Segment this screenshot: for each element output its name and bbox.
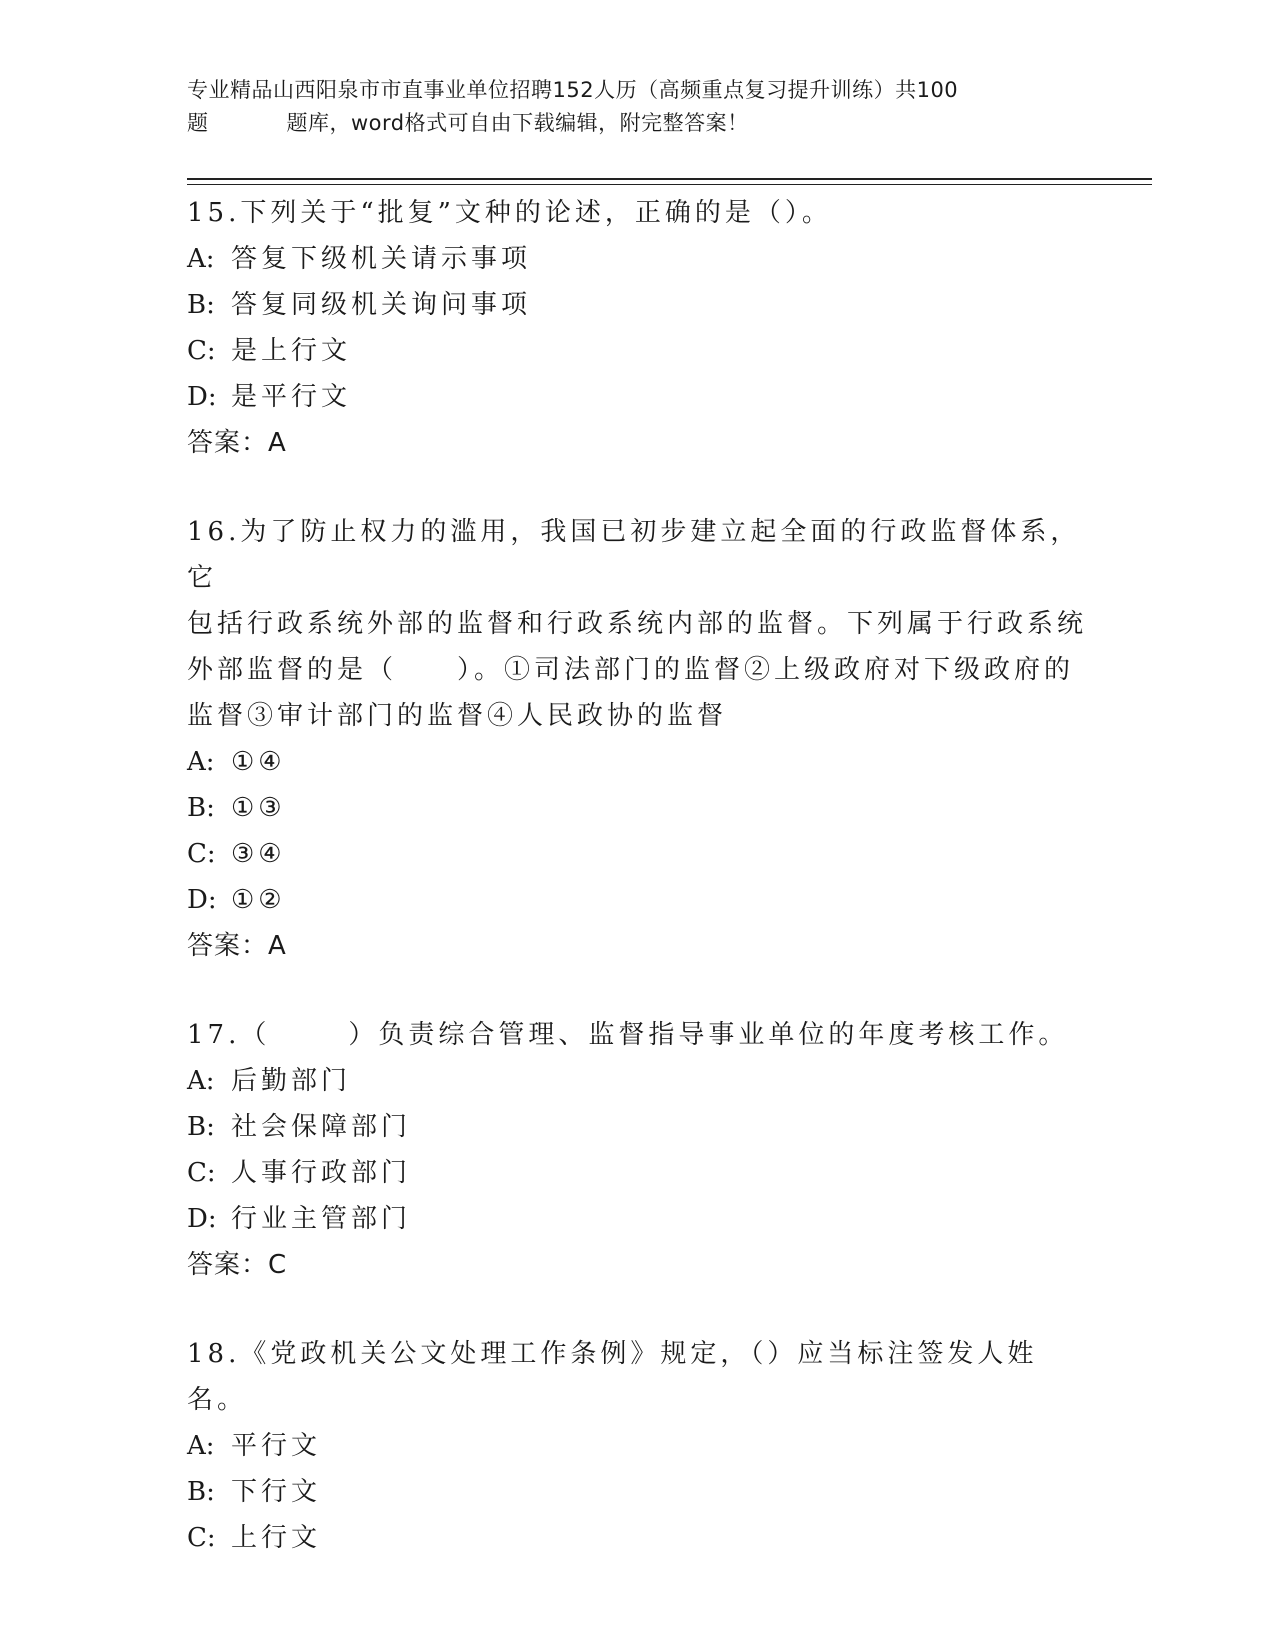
option-a: [187, 236, 1087, 282]
option-b: [187, 785, 1087, 831]
option-letter: A:: [187, 244, 215, 274]
option-letter: D:: [187, 1204, 217, 1234]
option-text: ①②: [231, 885, 286, 915]
question-17: [187, 1012, 1087, 1288]
question-15: [187, 190, 1087, 466]
option-c: [187, 328, 1087, 374]
answer-label: 答案：A: [187, 428, 287, 458]
option-c: [187, 1515, 1087, 1561]
option-c: [187, 1150, 1087, 1196]
option-letter: B:: [187, 1477, 215, 1507]
question-stem-line: 外部监督的是（ ）。①司法部门的监督②上级政府对下级政府的: [187, 655, 1075, 685]
question-stem: [187, 1012, 1087, 1058]
header-line-2-start: 题: [187, 111, 209, 135]
option-letter: B:: [187, 1112, 215, 1142]
option-letter: D:: [187, 885, 217, 915]
option-a: [187, 739, 1087, 785]
option-text: 下行文: [231, 1477, 322, 1507]
question-list: [187, 190, 1087, 1604]
option-text: 社会保障部门: [231, 1112, 412, 1142]
header-divider-thin: [187, 184, 1152, 185]
question-18: [187, 1331, 1087, 1561]
option-letter: C:: [187, 839, 216, 869]
option-letter: A:: [187, 1066, 215, 1096]
option-d: [187, 1196, 1087, 1242]
document-header: [187, 74, 1087, 140]
option-a: [187, 1423, 1087, 1469]
option-letter: A:: [187, 1431, 215, 1461]
header-line-1: 专业精品山西阳泉市市直事业单位招聘152人历（高频重点复习提升训练）共100: [187, 78, 959, 102]
option-text: 答复同级机关询问事项: [231, 290, 532, 320]
header-line-2: [187, 107, 1087, 140]
option-letter: C:: [187, 336, 216, 366]
option-text: 行业主管部门: [231, 1204, 412, 1234]
option-d: [187, 877, 1087, 923]
option-text: ③④: [231, 839, 286, 869]
answer-label: 答案：A: [187, 931, 287, 961]
option-b: [187, 282, 1087, 328]
answer-label: 答案：C: [187, 1250, 288, 1280]
option-b: [187, 1469, 1087, 1515]
option-d: [187, 374, 1087, 420]
option-text: 是上行文: [231, 336, 352, 366]
question-stem-suffix: ）负责综合管理、监督指导事业单位的年度考核工作。: [348, 1020, 1069, 1050]
option-letter: B:: [187, 793, 215, 823]
option-letter: C:: [187, 1523, 216, 1553]
option-text: 上行文: [231, 1523, 322, 1553]
option-letter: A:: [187, 747, 215, 777]
option-text: 人事行政部门: [231, 1158, 412, 1188]
option-text: ①④: [231, 747, 286, 777]
option-text: 是平行文: [231, 382, 352, 412]
option-text: 答复下级机关请示事项: [231, 244, 532, 274]
option-b: [187, 1104, 1087, 1150]
question-16: [187, 509, 1087, 969]
question-stem-line: 包括行政系统外部的监督和行政系统内部的监督。下列属于行政系统: [187, 609, 1088, 639]
question-stem-line: 16.为了防止权力的滥用，我国已初步建立起全面的行政监督体系，它: [187, 517, 1081, 593]
option-text: 平行文: [231, 1431, 322, 1461]
option-text: ①③: [231, 793, 286, 823]
header-divider-thick: [187, 178, 1152, 180]
option-letter: B:: [187, 290, 215, 320]
option-c: [187, 831, 1087, 877]
question-stem: 18.《党政机关公文处理工作条例》规定，（）应当标注签发人姓名。: [187, 1339, 1038, 1415]
question-stem: 15.下列关于“批复”文种的论述，正确的是（）。: [187, 198, 832, 228]
header-line-2-tail: 题库，word格式可自由下载编辑，附完整答案！: [286, 111, 749, 135]
question-stem-prefix: 17.（: [187, 1020, 271, 1050]
option-letter: C:: [187, 1158, 216, 1188]
option-text: 后勤部门: [231, 1066, 352, 1096]
question-stem-line: 监督③审计部门的监督④人民政协的监督: [187, 701, 728, 731]
option-a: [187, 1058, 1087, 1104]
option-letter: D:: [187, 382, 217, 412]
